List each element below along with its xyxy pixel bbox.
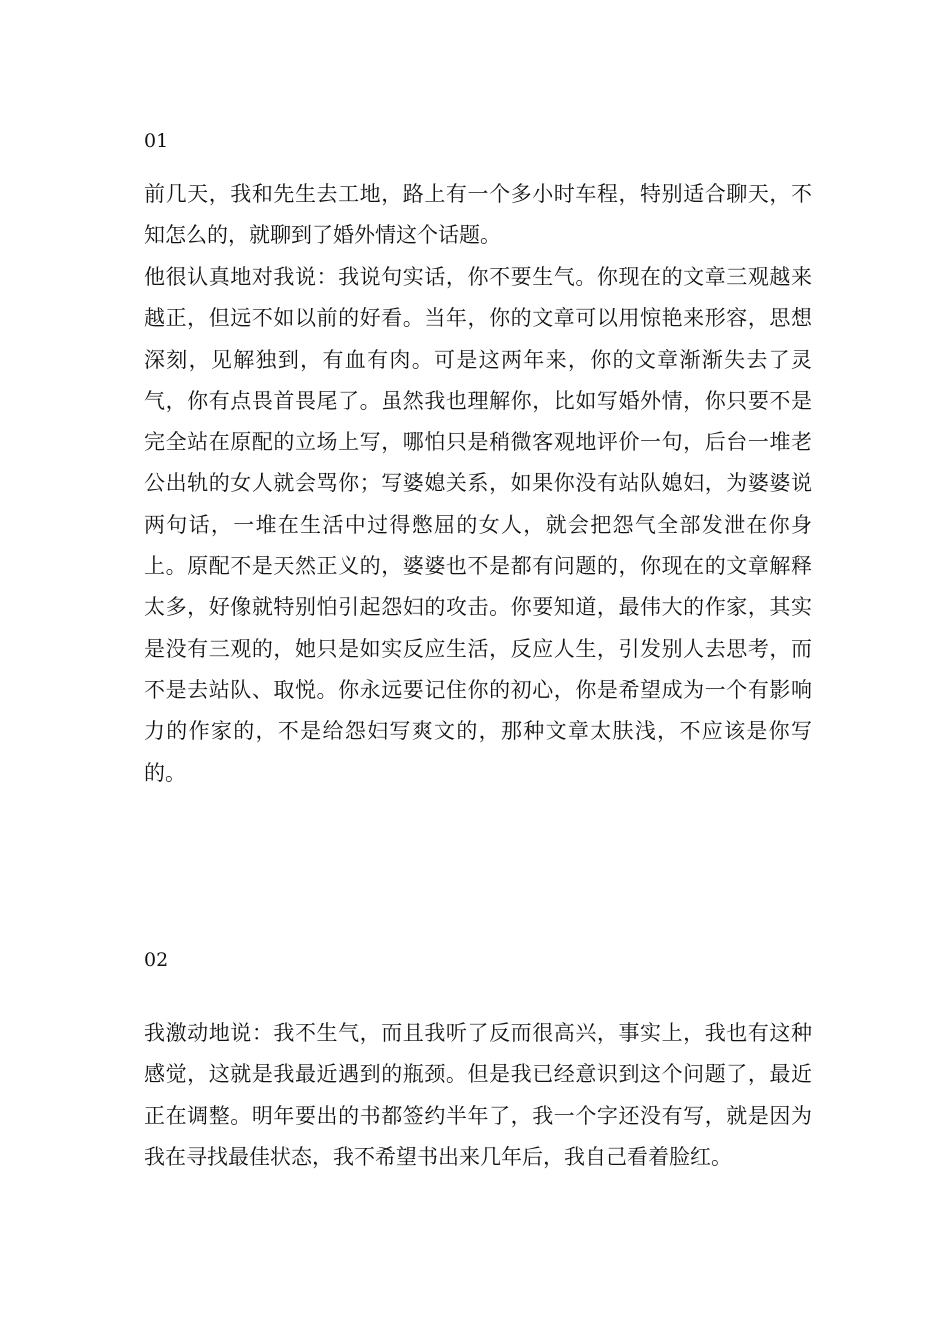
paragraph-2: 他很认真地对我说：我说句实话，你不要生气。你现在的文章三观越来越正，但远不如以前的好看。当年，你的文章可以用惊艳来形容，思想深刻，见解独到，有血有肉。可是这两年来，你的文章渐渐失去了灵气，你有点畏首畏尾了。虽然我也理解你，比如写婚外情，你只要不是完全站在原配的立场上写，哪怕只是稍微客观地评价一句，后台一堆老公出轨的女人就会骂你；写婆媳关系，如果你没有站队媳妇，为婆婆说两句话，一堆在生活中过得憋屈的女人，就会把怨气全部发泄在你身上。原配不是天然正义的，婆婆也不是都有问题的，你现在的文章解释太多，好像就特别怕引起怨妇的攻击。你要知道，最伟大的作家，其实是没有三观的，她只是如实反应生活，反应人生，引发别人去思考，而不是去站队、取悦。你永远要记住你的初心，你是希望成为一个有影响力的作家的，不是给怨妇写爽文的，那种文章太肤浅，不应该是你写的。 bbox=[144, 265, 812, 785]
section-number-02: 02 bbox=[144, 949, 169, 971]
paragraph-1: 前几天，我和先生去工地，路上有一个多小时车程，特别适合聊天，不知怎么的，就聊到了婚外情这个话题。 bbox=[144, 182, 812, 248]
section-number-01: 01 bbox=[144, 130, 169, 152]
paragraph-3: 我激动地说：我不生气，而且我听了反而很高兴，事实上，我也有这种感觉，这就是我最近遇到的瓶颈。但是我已经意识到这个问题了，最近正在调整。明年要出的书都签约半年了，我一个字还没有写，就是因为我在寻找最佳状态，我不希望书出来几年后，我自己看着脸红。 bbox=[144, 1021, 812, 1169]
